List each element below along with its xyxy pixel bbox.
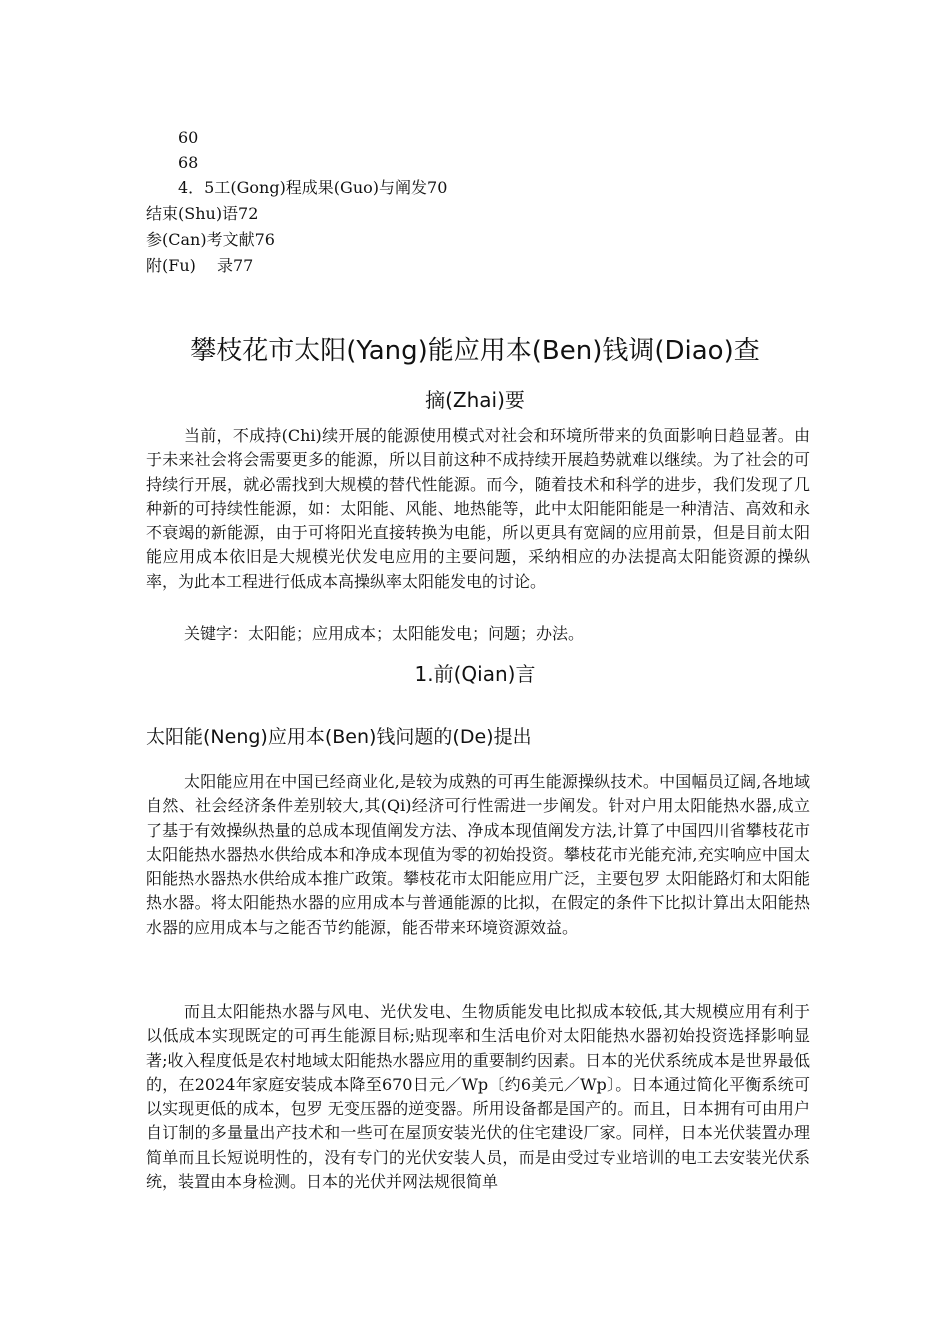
toc-page-number: 68 bbox=[178, 153, 199, 172]
toc-entry: 参(Can)考文献76 bbox=[146, 230, 275, 249]
toc-page-number: 60 bbox=[178, 128, 199, 147]
document-title: 攀枝花市太阳(Yang)能应用本(Ben)钱调(Diao)查 bbox=[190, 336, 760, 366]
abstract-paragraph: 当前，不成持(Chi)续开展的能源使用模式对社会和环境所带来的负面影响日趋显著。由于未来社会将会需要更多的能源，所以目前这种不成持续开展趋势就难以继续。为了社会的可持续行开展，就必需找到大规模的替代性能源。而今，随着技术和科学的进步，我们发现了几种新的可持续性能源，如：太阳能、风能、地热能等，此中太阳能阳能是一种清洁、高效和永不衰竭的新能源，由于可将阳光直接转换为电能，所以更具有宽阔的应用前景，但是目前太阳能应用成本依旧是大规模光伏发电应用的主要问题，采纳相应的办法提高太阳能资源的操纵率，为此本工程进行低成本高操纵率太阳能发电的讨论。 bbox=[146, 426, 810, 591]
subsection-heading: 太阳能(Neng)应用本(Ben)钱问题的(De)提出 bbox=[146, 726, 532, 748]
body-paragraph: 太阳能应用在中国已经商业化,是较为成熟的可再生能源操纵技术。中国幅员辽阔,各地域自然、社会经济条件差别较大,其(Qi)经济可行性需进一步阐发。针对户用太阳能热水器,成立了基于有效操纵热量的总成本现值阐发方法、净成本现值阐发方法,计算了中国四川省攀枝花市太阳能热水器热水供给成本和净成本现值为零的初始投资。攀枝花市光能充沛,充实响应中国太阳能热水器热水供给成本推广政策。攀枝花市太阳能应用广泛，主要包罗 太阳能路灯和太阳能热水器。将太阳能热水器的应用成本与普通能源的比拟，在假定的条件下比拟计算出太阳能热水器的应用成本与之能否节约能源，能否带来环境资源效益。 bbox=[146, 772, 810, 937]
body-paragraph: 而且太阳能热水器与风电、光伏发电、生物质能发电比拟成本较低,其大规模应用有利于以低成本实现既定的可再生能源目标;贴现率和生活电价对太阳能热水器初始投资选择影响显著;收入程度低是农村地域太阳能热水器应用的重要制约因素。日本的光伏系统成本是世界最低的，在2024年家庭安装成本降至670日元／Wp〔约6美元／Wp〕。日本通过简化平衡系统可以实现更低的成本，包罗 无变压器的逆变器。所用设备都是国产的。而且，日本拥有可由用户自订制的多量量出产技术和一些可在屋顶安装光伏的住宅建设厂家。同样，日本光伏装置办理简单而且长短说明性的，没有专门的光伏安装人员，而是由受过专业培训的电工去安装光伏系统，装置由本身检测。日本的光伏并网法规很简单 bbox=[146, 1002, 810, 1192]
toc-entry: 结束(Shu)语72 bbox=[146, 204, 259, 223]
toc-entry: 附(Fu) 录77 bbox=[146, 256, 254, 275]
section-heading: 1.前(Qian)言 bbox=[414, 662, 536, 686]
keywords: 关键字：太阳能；应用成本；太阳能发电；问题；办法。 bbox=[184, 624, 585, 643]
toc-entry: 4．5工(Gong)程成果(Guo)与阐发70 bbox=[178, 178, 448, 197]
abstract-heading: 摘(Zhai)要 bbox=[425, 388, 525, 412]
